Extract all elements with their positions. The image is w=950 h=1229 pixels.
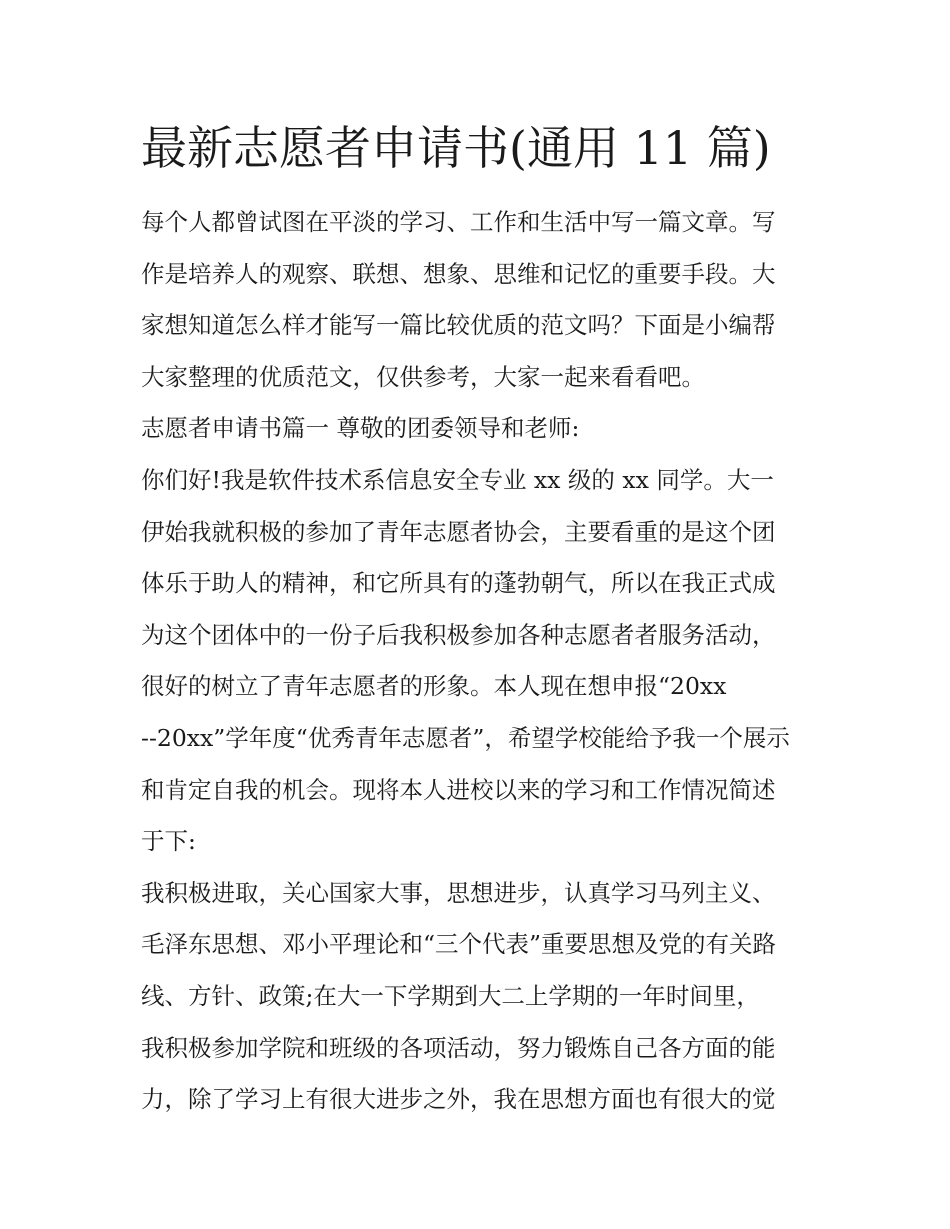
body-line: 很好的树立了青年志愿者的形象。本人现在想申报“20xx [141,672,727,701]
body-line: 线、方针、政策;在大一下学期到大二上学期的一年时间里， [141,981,760,1010]
body-line: 于下: [141,827,196,856]
body-line: 毛泽东思想、邓小平理论和“三个代表”重要思想及党的有关路 [141,930,777,959]
document-body [141,197,821,1126]
body-line: 和肯定自我的机会。现将本人进校以来的学习和工作情况简述 [141,775,776,804]
body-line: 志愿者申请书篇一 尊敬的团委领导和老师: [141,414,580,443]
body-line: 力，除了学习上有很大进步之外，我在思想方面也有很大的觉 [141,1085,776,1114]
body-line: 体乐于助人的精神，和它所具有的蓬勃朝气，所以在我正式成 [141,569,776,598]
body-line: 家想知道怎么样才能写一篇比较优质的范文吗？下面是小编帮 [141,311,776,340]
body-line: 伊始我就积极的参加了青年志愿者协会，主要看重的是这个团 [141,517,776,546]
document-title: 最新志愿者申请书(通用 11 篇) [141,121,771,175]
body-line: --20xx”学年度“优秀青年志愿者”，希望学校能给予我一个展示 [141,723,790,752]
body-line: 为这个团体中的一份子后我积极参加各种志愿者者服务活动， [141,620,776,649]
body-line: 我积极参加学院和班级的各项活动，努力锻炼自己各方面的能 [141,1033,776,1062]
body-line: 作是培养人的观察、联想、想象、思维和记忆的重要手段。大 [141,259,776,288]
body-line: 每个人都曾试图在平淡的学习、工作和生活中写一篇文章。写 [141,208,776,236]
body-line: 大家整理的优质范文，仅供参考，大家一起来看看吧。 [141,362,705,391]
body-line: 我积极进取，关心国家大事，思想进步，认真学习马列主义、 [141,878,776,907]
body-line: 你们好!我是软件技术系信息安全专业 xx 级的 xx 同学。大一 [141,465,774,494]
